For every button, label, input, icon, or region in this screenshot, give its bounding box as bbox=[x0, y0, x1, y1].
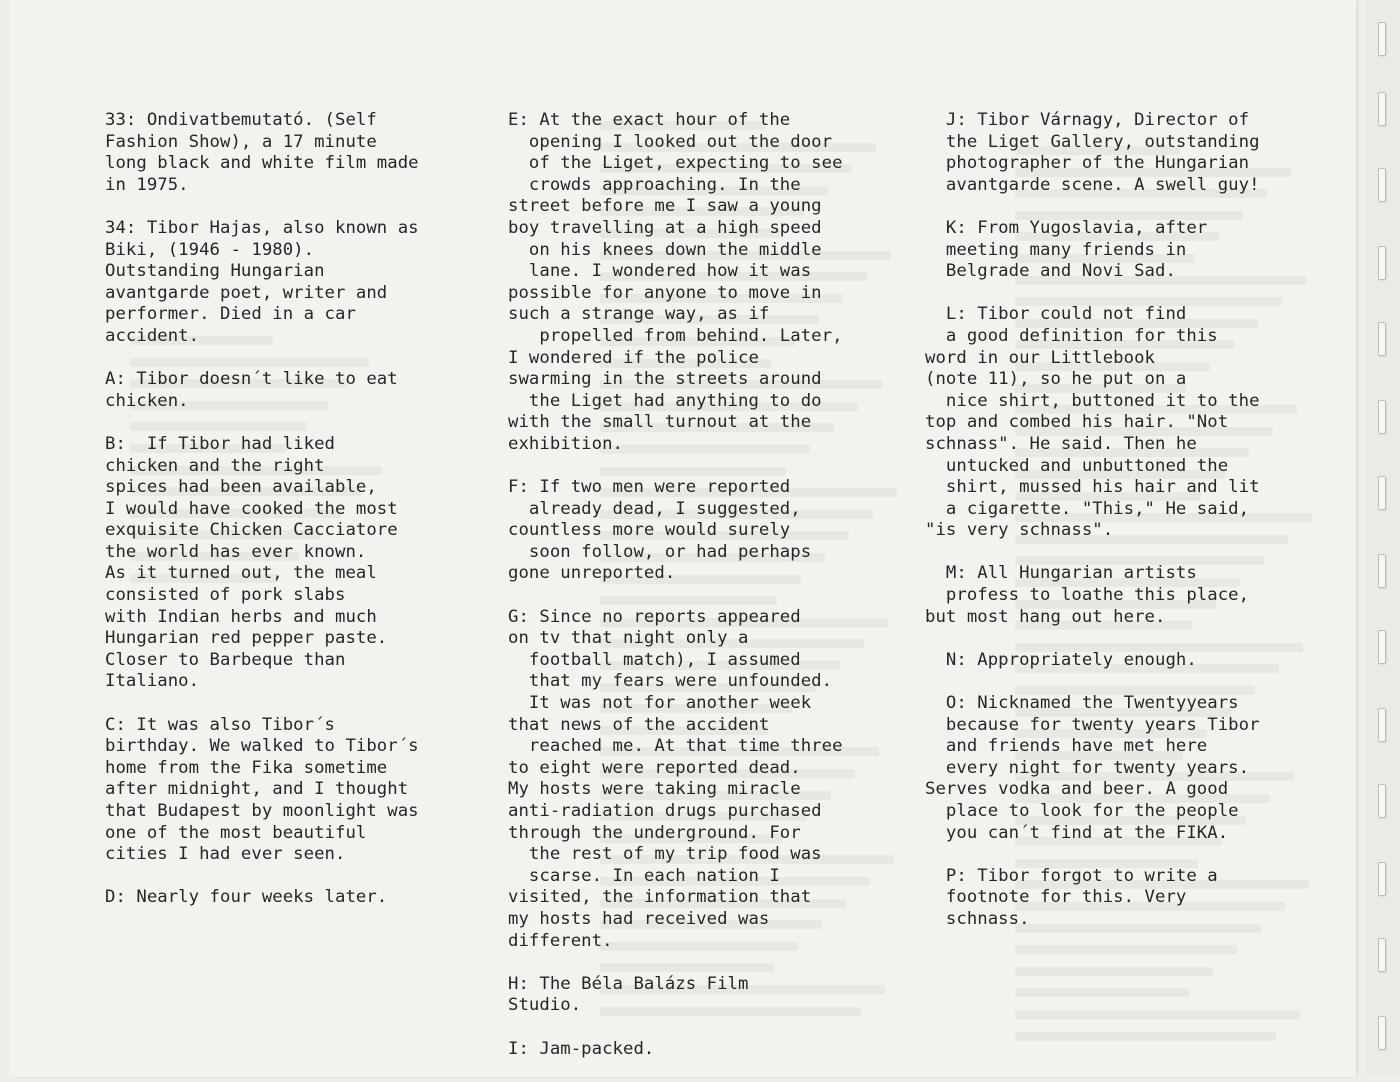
text-line: accident. bbox=[105, 325, 200, 346]
binder-ring bbox=[1378, 554, 1386, 588]
text-line: cities I had ever seen. bbox=[105, 844, 346, 865]
footnote-paragraph bbox=[925, 110, 1325, 196]
text-line: "is very schnass". bbox=[925, 520, 1114, 541]
text-line: scarse. In each nation I bbox=[508, 865, 780, 886]
text-line: birthday. We walked to Tibor´s bbox=[105, 736, 419, 757]
footnote-paragraph bbox=[508, 110, 903, 456]
text-line: avantgarde poet, writer and bbox=[105, 282, 388, 303]
text-line: on tv that night only a bbox=[508, 628, 749, 649]
text-line: E: At the exact hour of the bbox=[508, 110, 791, 130]
binder-ring bbox=[1378, 400, 1386, 434]
text-line: schnass. bbox=[925, 908, 1030, 929]
text-line: through the underground. For bbox=[508, 822, 801, 843]
footnote-paragraph bbox=[925, 563, 1325, 628]
text-line: N: Appropriately enough. bbox=[925, 649, 1197, 670]
text-line: gone unreported. bbox=[508, 563, 676, 584]
text-line: anti-radiation drugs purchased bbox=[508, 801, 822, 821]
text-line: home from the Fika sometime bbox=[105, 757, 388, 778]
text-line: chicken and the right bbox=[105, 455, 325, 476]
text-line: M: All Hungarian artists bbox=[925, 563, 1197, 584]
text-line: on his knees down the middle bbox=[508, 239, 822, 260]
text-line: propelled from behind. Later, bbox=[508, 325, 843, 346]
binder-ring bbox=[1378, 22, 1386, 56]
text-line: with the small turnout at the bbox=[508, 412, 812, 433]
text-line: countless more would surely bbox=[508, 520, 791, 541]
text-line: lane. I wondered how it was bbox=[508, 261, 812, 282]
footnote-paragraph bbox=[925, 693, 1325, 844]
text-line: the Liget Gallery, outstanding bbox=[925, 131, 1260, 152]
text-line: and friends have met here bbox=[925, 736, 1208, 757]
text-line: already dead, I suggested, bbox=[508, 498, 801, 519]
text-line: spices had been available, bbox=[105, 477, 377, 498]
text-line: football match), I assumed bbox=[508, 649, 801, 670]
text-column-2 bbox=[508, 110, 903, 1082]
text-line: footnote for this. Very bbox=[925, 887, 1187, 908]
text-line: top and combed his hair. "Not bbox=[925, 412, 1229, 433]
binder-ring bbox=[1378, 476, 1386, 510]
text-line: I wondered if the police bbox=[508, 347, 759, 368]
footnote-paragraph bbox=[105, 434, 495, 693]
footnote-paragraph bbox=[925, 304, 1325, 542]
text-line: G: Since no reports appeared bbox=[508, 606, 801, 627]
text-line: C: It was also Tibor´s bbox=[105, 714, 335, 735]
text-line: such a strange way, as if bbox=[508, 304, 770, 325]
text-line: swarming in the streets around bbox=[508, 369, 822, 390]
text-line: that Budapest by moonlight was bbox=[105, 801, 419, 821]
footnote-paragraph bbox=[508, 974, 903, 1017]
text-line: My hosts were taking miracle bbox=[508, 779, 801, 800]
text-line: with Indian herbs and much bbox=[105, 606, 377, 627]
text-line: the Liget had anything to do bbox=[508, 390, 822, 411]
text-line: visited, the information that bbox=[508, 887, 812, 908]
text-line: nice shirt, buttoned it to the bbox=[925, 390, 1260, 411]
text-line: of the Liget, expecting to see bbox=[508, 153, 843, 174]
text-line: D: Nearly four weeks later. bbox=[105, 887, 388, 908]
text-line: after midnight, and I thought bbox=[105, 779, 409, 800]
text-line: Belgrade and Novi Sad. bbox=[925, 261, 1176, 282]
footnote-paragraph bbox=[925, 650, 1325, 672]
text-line: 34: Tibor Hajas, also known as bbox=[105, 217, 419, 238]
text-line: K: From Yugoslavia, after bbox=[925, 217, 1208, 238]
footnote-paragraph bbox=[508, 1039, 903, 1061]
text-line: reached me. At that time three bbox=[508, 736, 843, 757]
text-line: Italiano. bbox=[105, 671, 200, 692]
text-line: that my fears were unfounded. bbox=[508, 671, 833, 692]
text-line: photographer of the Hungarian bbox=[925, 153, 1250, 174]
text-line: O: Nicknamed the Twentyyears bbox=[925, 693, 1239, 714]
text-line: meeting many friends in bbox=[925, 239, 1187, 260]
text-line: place to look for the people bbox=[925, 801, 1239, 821]
text-column-1 bbox=[105, 110, 495, 931]
text-line: possible for anyone to move in bbox=[508, 282, 822, 303]
text-line: Serves vodka and beer. A good bbox=[925, 779, 1229, 800]
text-line: chicken. bbox=[105, 390, 189, 411]
text-line: H: The Béla Balázs Film bbox=[508, 973, 749, 994]
text-line: crowds approaching. In the bbox=[508, 174, 801, 195]
text-line: L: Tibor could not find bbox=[925, 304, 1187, 325]
text-line: word in our Littlebook bbox=[925, 347, 1155, 368]
text-line: Hungarian red pepper paste. bbox=[105, 628, 388, 649]
footnote-paragraph bbox=[508, 477, 903, 585]
text-line: exquisite Chicken Cacciatore bbox=[105, 520, 398, 541]
text-line: I would have cooked the most bbox=[105, 498, 398, 519]
text-line: I: Jam-packed. bbox=[508, 1038, 655, 1059]
text-line: a cigarette. "This," He said, bbox=[925, 498, 1250, 519]
footnote-paragraph bbox=[105, 887, 495, 909]
binder-ring bbox=[1378, 322, 1386, 356]
text-line: untucked and unbuttoned the bbox=[925, 455, 1229, 476]
text-line: A: Tibor doesn´t like to eat bbox=[105, 369, 398, 390]
text-line: because for twenty years Tibor bbox=[925, 714, 1260, 735]
text-line: As it turned out, the meal bbox=[105, 563, 377, 584]
text-line: 33: Ondivatbemutató. (Self bbox=[105, 110, 377, 130]
binder-ring bbox=[1378, 938, 1386, 972]
footnote-paragraph bbox=[508, 607, 903, 953]
text-line: It was not for another week bbox=[508, 693, 812, 714]
text-line: that news of the accident bbox=[508, 714, 770, 735]
binder-ring bbox=[1378, 708, 1386, 742]
binder-ring bbox=[1378, 784, 1386, 818]
footnote-paragraph bbox=[925, 218, 1325, 283]
footnote-paragraph bbox=[105, 715, 495, 866]
text-line: Biki, (1946 - 1980). bbox=[105, 239, 315, 260]
text-line: in 1975. bbox=[105, 174, 189, 195]
text-line: J: Tibor Várnagy, Director of bbox=[925, 110, 1250, 130]
text-line: P: Tibor forgot to write a bbox=[925, 865, 1218, 886]
text-line: but most hang out here. bbox=[925, 606, 1166, 627]
text-line: to eight were reported dead. bbox=[508, 757, 801, 778]
footnote-paragraph bbox=[105, 218, 495, 348]
text-line: Fashion Show), a 17 minute bbox=[105, 131, 377, 152]
binder-ring bbox=[1378, 862, 1386, 896]
text-line: Studio. bbox=[508, 995, 582, 1016]
binder-ring bbox=[1378, 246, 1386, 280]
binder-rings bbox=[1366, 0, 1400, 1077]
footnote-paragraph bbox=[925, 866, 1325, 931]
text-line: B: If Tibor had liked bbox=[105, 433, 335, 454]
text-line: the rest of my trip food was bbox=[508, 844, 822, 865]
text-line: Closer to Barbeque than bbox=[105, 649, 346, 670]
text-line: different. bbox=[508, 930, 613, 951]
text-line: long black and white film made bbox=[105, 153, 419, 174]
text-column-3 bbox=[925, 110, 1325, 952]
binder-ring bbox=[1378, 168, 1386, 202]
text-line: Outstanding Hungarian bbox=[105, 261, 325, 282]
binder-ring bbox=[1378, 92, 1386, 126]
text-line: a good definition for this bbox=[925, 325, 1218, 346]
text-line: you can´t find at the FIKA. bbox=[925, 822, 1229, 843]
binder-ring bbox=[1378, 630, 1386, 664]
text-line: shirt, mussed his hair and lit bbox=[925, 477, 1260, 498]
text-line: (note 11), so he put on a bbox=[925, 369, 1187, 390]
text-line: the world has ever known. bbox=[105, 541, 367, 562]
text-line: F: If two men were reported bbox=[508, 477, 791, 498]
binder-ring bbox=[1378, 1016, 1386, 1050]
text-line: my hosts had received was bbox=[508, 908, 770, 929]
text-line: boy travelling at a high speed bbox=[508, 217, 822, 238]
text-line: exhibition. bbox=[508, 433, 623, 454]
text-line: one of the most beautiful bbox=[105, 822, 367, 843]
text-line: avantgarde scene. A swell guy! bbox=[925, 174, 1260, 195]
text-line: schnass". He said. Then he bbox=[925, 433, 1197, 454]
text-line: street before me I saw a young bbox=[508, 196, 822, 217]
footnote-paragraph bbox=[105, 110, 495, 196]
text-line: performer. Died in a car bbox=[105, 304, 356, 325]
footnote-paragraph bbox=[105, 369, 495, 412]
text-line: consisted of pork slabs bbox=[105, 585, 346, 606]
text-line: profess to loathe this place, bbox=[925, 585, 1250, 606]
text-line: every night for twenty years. bbox=[925, 757, 1250, 778]
text-line: soon follow, or had perhaps bbox=[508, 541, 812, 562]
text-line: opening I looked out the door bbox=[508, 131, 833, 152]
